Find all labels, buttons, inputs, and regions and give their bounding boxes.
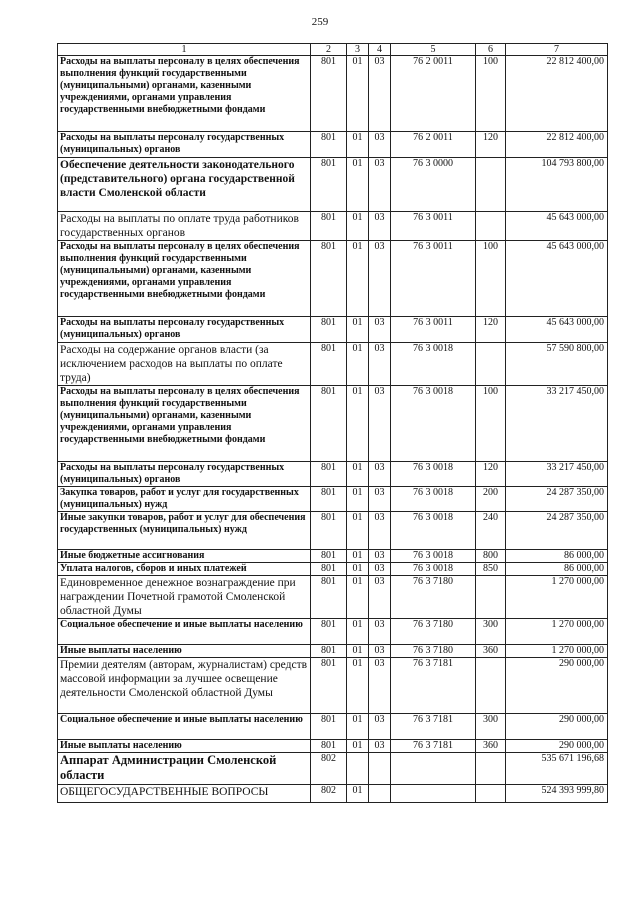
row-amount-cell: 1 270 000,00 [506,576,608,619]
row-code-gr-cell: 801 [311,512,347,550]
row-section-cell: 01 [347,317,369,343]
row-amount-cell: 45 643 000,00 [506,241,608,317]
row-target-cell: 76 3 7180 [391,619,476,645]
row-subsection-cell: 03 [369,487,391,512]
row-amount-cell: 290 000,00 [506,714,608,740]
table-row [58,785,608,803]
row-name-cell: Социальное обеспечение и иные выплаты населению [58,619,311,645]
table-row [58,386,608,462]
row-subsection-cell: 03 [369,714,391,740]
table-row [58,753,608,785]
row-code-gr-cell: 801 [311,740,347,753]
row-section-cell: 01 [347,550,369,563]
row-name-cell: Иные выплаты населению [58,740,311,753]
row-target-cell: 76 3 7180 [391,645,476,658]
row-section-cell: 01 [347,487,369,512]
row-name-cell: Расходы на выплаты персоналу государственных (муниципальных) органов [58,132,311,158]
row-expense-type-cell: 120 [476,462,506,487]
page-number: 259 [311,16,329,28]
row-subsection-cell: 03 [369,132,391,158]
row-subsection-cell: 03 [369,576,391,619]
table-row [58,619,608,645]
row-expense-type-cell: 300 [476,619,506,645]
header-row [58,44,608,56]
row-amount-cell: 524 393 999,80 [506,785,608,803]
header-col-1: 1 [58,44,311,56]
row-name-cell: Расходы на выплаты персоналу в целях обеспечения выполнения функций государственными (муниципальными) органами, казенными учреждениями, органами управления государственными внебюджетными фондами [58,56,311,132]
row-name-cell: Расходы на выплаты персоналу государственных (муниципальных) органов [58,317,311,343]
row-name-cell: Обеспечение деятельности законодательного (представительного) органа государственной власти Смоленской области [58,158,311,212]
row-section-cell: 01 [347,462,369,487]
row-target-cell: 76 3 0011 [391,317,476,343]
row-expense-type-cell: 360 [476,645,506,658]
row-subsection-cell: 03 [369,550,391,563]
row-subsection-cell: 03 [369,241,391,317]
row-section-cell: 01 [347,563,369,576]
row-code-gr-cell: 801 [311,386,347,462]
row-amount-cell: 57 590 800,00 [506,343,608,386]
row-expense-type-cell [476,576,506,619]
row-name-cell: Аппарат Администрации Смоленской области [58,753,311,785]
table-row [58,158,608,212]
row-target-cell: 76 3 7180 [391,576,476,619]
row-amount-cell: 45 643 000,00 [506,317,608,343]
row-section-cell: 01 [347,740,369,753]
row-expense-type-cell: 850 [476,563,506,576]
row-name-cell: Расходы на содержание органов власти (за исключением расходов на выплаты по оплате труда) [58,343,311,386]
row-section-cell: 01 [347,512,369,550]
row-amount-cell: 24 287 350,00 [506,512,608,550]
table-row [58,241,608,317]
table-row [58,343,608,386]
row-amount-cell: 86 000,00 [506,550,608,563]
table-row [58,512,608,550]
table-row [58,212,608,241]
header-col-4: 4 [369,44,391,56]
header-col-7: 7 [506,44,608,56]
row-expense-type-cell: 100 [476,241,506,317]
row-code-gr-cell: 801 [311,550,347,563]
row-amount-cell: 535 671 196,68 [506,753,608,785]
row-subsection-cell [369,753,391,785]
row-target-cell [391,753,476,785]
header-col-3: 3 [347,44,369,56]
row-name-cell: Социальное обеспечение и иные выплаты населению [58,714,311,740]
row-name-cell: Расходы на выплаты персоналу в целях обеспечения выполнения функций государственными (муниципальными) органами, казенными учреждениями, органами управления государственными внебюджетными фондами [58,386,311,462]
row-code-gr-cell: 801 [311,462,347,487]
row-target-cell: 76 3 0018 [391,563,476,576]
row-amount-cell: 45 643 000,00 [506,212,608,241]
row-amount-cell: 33 217 450,00 [506,462,608,487]
row-target-cell: 76 3 0018 [391,487,476,512]
row-expense-type-cell [476,212,506,241]
table-row [58,740,608,753]
row-subsection-cell: 03 [369,658,391,714]
row-target-cell: 76 3 0018 [391,462,476,487]
row-section-cell: 01 [347,343,369,386]
row-amount-cell: 24 287 350,00 [506,487,608,512]
row-subsection-cell: 03 [369,343,391,386]
row-code-gr-cell: 801 [311,619,347,645]
row-target-cell: 76 3 0018 [391,343,476,386]
row-expense-type-cell: 100 [476,386,506,462]
row-name-cell: Иные выплаты населению [58,645,311,658]
row-expense-type-cell: 240 [476,512,506,550]
row-subsection-cell: 03 [369,619,391,645]
row-section-cell: 01 [347,386,369,462]
table-row [58,462,608,487]
row-target-cell [391,785,476,803]
row-expense-type-cell: 100 [476,56,506,132]
row-code-gr-cell: 801 [311,343,347,386]
table-row [58,714,608,740]
table-row [58,317,608,343]
row-subsection-cell [369,785,391,803]
row-amount-cell: 1 270 000,00 [506,645,608,658]
row-section-cell: 01 [347,132,369,158]
header-col-5: 5 [391,44,476,56]
row-target-cell: 76 3 7181 [391,714,476,740]
row-target-cell: 76 3 0018 [391,386,476,462]
row-section-cell: 01 [347,212,369,241]
row-expense-type-cell: 300 [476,714,506,740]
row-section-cell: 01 [347,785,369,803]
row-name-cell: Уплата налогов, сборов и иных платежей [58,563,311,576]
row-section-cell: 01 [347,619,369,645]
row-target-cell: 76 2 0011 [391,132,476,158]
row-expense-type-cell [476,658,506,714]
row-amount-cell: 290 000,00 [506,740,608,753]
row-expense-type-cell [476,753,506,785]
row-target-cell: 76 3 7181 [391,740,476,753]
row-name-cell: Иные закупки товаров, работ и услуг для обеспечения государственных (муниципальных) нужд [58,512,311,550]
row-section-cell: 01 [347,241,369,317]
row-target-cell: 76 3 0018 [391,550,476,563]
row-target-cell: 76 3 7181 [391,658,476,714]
row-code-gr-cell: 801 [311,487,347,512]
row-code-gr-cell: 801 [311,56,347,132]
row-target-cell: 76 3 0011 [391,212,476,241]
row-subsection-cell: 03 [369,563,391,576]
row-subsection-cell: 03 [369,740,391,753]
row-section-cell: 01 [347,158,369,212]
row-target-cell: 76 2 0011 [391,56,476,132]
table-row [58,132,608,158]
row-target-cell: 76 3 0018 [391,512,476,550]
row-amount-cell: 104 793 800,00 [506,158,608,212]
header-col-6: 6 [476,44,506,56]
row-section-cell: 01 [347,645,369,658]
row-subsection-cell: 03 [369,386,391,462]
row-expense-type-cell: 800 [476,550,506,563]
row-name-cell: Расходы на выплаты персоналу государственных (муниципальных) органов [58,462,311,487]
row-code-gr-cell: 801 [311,317,347,343]
row-section-cell: 01 [347,56,369,132]
row-expense-type-cell: 120 [476,132,506,158]
row-name-cell: Премии деятелям (авторам, журналистам) средств массовой информации за лучшее освещение деятельности Смоленской областной Думы [58,658,311,714]
row-subsection-cell: 03 [369,56,391,132]
row-code-gr-cell: 801 [311,576,347,619]
row-name-cell: Иные бюджетные ассигнования [58,550,311,563]
row-code-gr-cell: 801 [311,158,347,212]
row-expense-type-cell: 120 [476,317,506,343]
row-code-gr-cell: 802 [311,753,347,785]
row-section-cell [347,753,369,785]
row-target-cell: 76 3 0011 [391,241,476,317]
row-code-gr-cell: 801 [311,132,347,158]
row-amount-cell: 290 000,00 [506,658,608,714]
row-code-gr-cell: 801 [311,714,347,740]
row-subsection-cell: 03 [369,212,391,241]
table-row [58,645,608,658]
row-expense-type-cell: 200 [476,487,506,512]
row-code-gr-cell: 802 [311,785,347,803]
row-amount-cell: 86 000,00 [506,563,608,576]
row-subsection-cell: 03 [369,317,391,343]
row-code-gr-cell: 801 [311,645,347,658]
table-row [58,56,608,132]
row-subsection-cell: 03 [369,512,391,550]
row-code-gr-cell: 801 [311,658,347,714]
row-section-cell: 01 [347,658,369,714]
row-subsection-cell: 03 [369,645,391,658]
row-amount-cell: 22 812 400,00 [506,56,608,132]
table-row [58,576,608,619]
row-name-cell: Закупка товаров, работ и услуг для государственных (муниципальных) нужд [58,487,311,512]
row-expense-type-cell [476,785,506,803]
budget-table [57,43,608,803]
row-target-cell: 76 3 0000 [391,158,476,212]
row-expense-type-cell [476,158,506,212]
row-name-cell: Единовременное денежное вознаграждение при награждении Почетной грамотой Смоленской областной Думы [58,576,311,619]
table-row [58,658,608,714]
table-body [58,56,608,803]
table-row [58,487,608,512]
row-subsection-cell: 03 [369,462,391,487]
row-section-cell: 01 [347,576,369,619]
header-col-2: 2 [311,44,347,56]
row-section-cell: 01 [347,714,369,740]
row-name-cell: Расходы на выплаты по оплате труда работников государственных органов [58,212,311,241]
row-amount-cell: 22 812 400,00 [506,132,608,158]
row-code-gr-cell: 801 [311,212,347,241]
row-name-cell: Расходы на выплаты персоналу в целях обеспечения выполнения функций государственными (муниципальными) органами, казенными учреждениями, органами управления государственными внебюджетными фондами [58,241,311,317]
table-row [58,550,608,563]
row-amount-cell: 33 217 450,00 [506,386,608,462]
row-code-gr-cell: 801 [311,563,347,576]
row-name-cell: ОБЩЕГОСУДАРСТВЕННЫЕ ВОПРОСЫ [58,785,311,803]
row-expense-type-cell: 360 [476,740,506,753]
table-row [58,563,608,576]
row-code-gr-cell: 801 [311,241,347,317]
row-subsection-cell: 03 [369,158,391,212]
row-expense-type-cell [476,343,506,386]
row-amount-cell: 1 270 000,00 [506,619,608,645]
